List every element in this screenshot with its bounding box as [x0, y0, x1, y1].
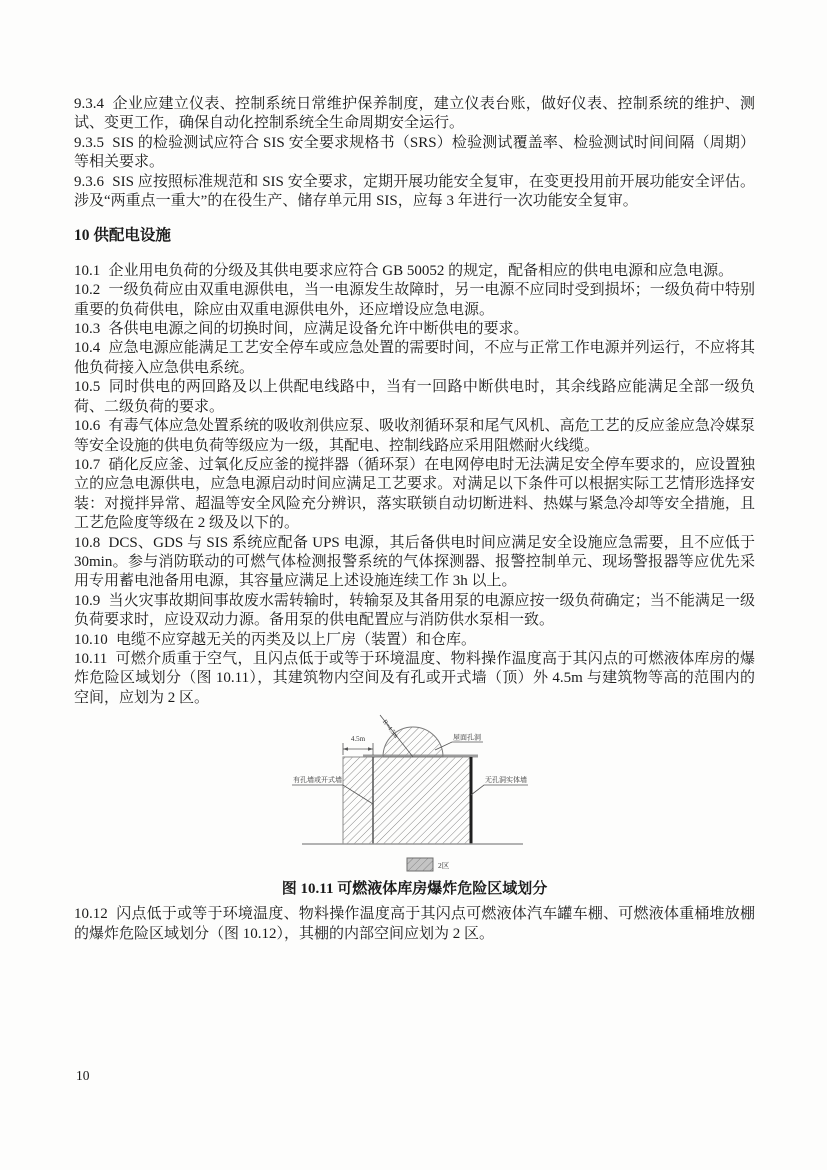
section-heading: 10 供配电设施 [74, 227, 171, 245]
paragraph-text: 硝化反应釜、过氧化反应釜的搅拌器（循环泵）在电网停电时无法满足安全停车要求的，应设置独立的应急电源供电，应急电源启动时间应满足工艺要求。对满足以下条件可以根据实际工艺情形选择安装：对搅拌异常、超温等安全风险充分辨识，落实联锁自动切断进料、热媒与紧急冷却等安全措施，且工艺危险度等级在 2 级及以下的。 [74, 456, 755, 532]
figure-caption: 图 10.11 可燃液体库房爆炸危险区域划分 [281, 881, 548, 898]
paragraph-text: 有毒气体应急处置系统的吸收剂供应泵、吸收剂循环泵和尾气风机、高危工艺的反应釜应急冷媒泵等安全设施的供电负荷等级应为一级，其配电、控制线路应采用阻燃耐火线缆。 [74, 418, 755, 454]
paragraph-number: 9.3.5 [74, 134, 104, 151]
paragraph-9-3-5 [74, 134, 755, 173]
paragraph-10-6 [74, 417, 755, 456]
paragraph-10-8 [74, 534, 755, 592]
paragraph-text: 各供电电源之间的切换时间，应满足设备允许中断供电的要求。 [108, 321, 529, 338]
building-hatched-zone [343, 757, 471, 844]
radius-label: R=4.5m [380, 718, 399, 740]
perforated-wall-label: 有孔墙或开式墙 [292, 776, 342, 785]
paragraph-text: 一级负荷应由双重电源供电，当一电源发生故障时，另一电源不应同时受到损坏；一级负荷中特别重要的负荷供电，除应由双重电源供电外，还应增设应急电源。 [74, 282, 755, 318]
paragraph-10-1 [74, 262, 755, 281]
solid-wall-label: 无孔洞实体墙 [484, 776, 527, 785]
paragraph-text: 企业用电负荷的分级及其供电要求应符合 GB 50052 的规定，配备相应的供电电源和应急电源。 [108, 262, 734, 279]
paragraph-text: SIS 应按照标准规范和 SIS 安全要求，定期开展功能安全复审，在变更投用前开展功能安全评估。涉及“两重点一重大”的在役生产、储存单元用 SIS，应每 3 年进行一次功能安全复审。 [74, 173, 755, 210]
paragraph-text: 可燃介质重于空气，且闪点低于或等于环境温度、物料操作温度高于其闪点的可燃液体库房的爆炸危险区域划分（图 10.11），其建筑物内空间及有孔或开式墙（顶）外 4.5m 与建筑物等高的范围内的空间，应划为 2 区。 [74, 650, 755, 706]
dimension-label: 4.5m [350, 735, 365, 744]
paragraph-number: 10.10 [74, 631, 108, 648]
paragraph-number: 10.12 [74, 906, 108, 923]
paragraph-10-5 [74, 378, 755, 417]
figure-10-11 [74, 702, 755, 879]
paragraph-number: 9.3.4 [74, 96, 104, 112]
paragraph-number: 10.6 [74, 418, 101, 435]
paragraph-10-11 [74, 650, 755, 708]
paragraph-10-2 [74, 281, 755, 320]
text-column [74, 95, 755, 944]
paragraph-text: 当火灾事故期间事故废水需转输时，转输泵及其备用泵的电源应按一级负荷确定；当不能满足一级负荷要求时，应设双动力源。备用泵的供电配置应与消防供水泵相一致。 [74, 592, 755, 629]
paragraph-number: 10.1 [74, 262, 101, 279]
paragraph-10-4 [74, 339, 755, 378]
paragraph-text: 应急电源应能满足工艺安全停车或应急处置的需要时间，不应与正常工作电源并列运行，不应将其他负荷接入应急供电系统。 [74, 340, 755, 376]
paragraph-number: 10.2 [74, 282, 101, 299]
roof-opening-label: 屋面孔洞 [452, 733, 481, 742]
paragraph-number: 10.3 [74, 321, 101, 338]
paragraph-10-9 [74, 592, 755, 631]
paragraph-10-12 [74, 905, 755, 944]
paragraph-10-10 [74, 631, 755, 650]
paragraph-9-3-4 [74, 95, 755, 134]
paragraph-text: 电缆不应穿越无关的丙类及以上厂房（装置）和仓库。 [116, 631, 477, 648]
solid-wall-leader [471, 785, 528, 795]
paragraph-text: SIS 的检验测试应符合 SIS 安全要求规格书（SRS）检验测试覆盖率、检验测试时间间隔（周期）等相关要求。 [74, 134, 755, 171]
paragraph-number: 10.7 [74, 456, 101, 473]
paragraph-text: 企业应建立仪表、控制系统日常维护保养制度，建立仪表台账，做好仪表、控制系统的维护、测试、变更工作，确保自动化控制系统全生命周期安全运行。 [74, 96, 755, 132]
paragraph-text: 闪点低于或等于环境温度、物料操作温度高于其闪点可燃液体汽车罐车棚、可燃液体重桶堆放棚的爆炸危险区域划分（图 10.12），其棚的内部空间应划为 2 区。 [74, 906, 755, 942]
paragraph-number: 10.8 [74, 534, 101, 551]
paragraph-number: 10.9 [74, 592, 101, 609]
paragraph-number: 10.4 [74, 340, 101, 357]
paragraph-10-3 [74, 320, 755, 339]
paragraph-9-3-6 [74, 173, 755, 212]
paragraph-text: 同时供电的两回路及以上供配电线路中，当有一回路中断供电时，其余线路应能满足全部一级负荷、二级负荷的要求。 [74, 379, 755, 415]
page-number: 10 [76, 1068, 90, 1083]
paragraph-number: 10.11 [74, 650, 108, 667]
paragraph-text: DCS、GDS 与 SIS 系统应配备 UPS 电源，其后备供电时间应满足安全设施应急需要，且不应低于 30min。参与消防联动的可燃气体检测报警系统的气体探测器、报警控制单元、现场警报器等应优先采用专用蓄电池备用电源，其容量应满足上述设施连续工作 3h 以上。 [74, 534, 755, 590]
paragraph-number: 9.3.6 [74, 173, 104, 190]
legend-label: 2区 [437, 861, 449, 871]
paragraph-number: 10.5 [74, 379, 101, 396]
paragraph-10-7 [74, 456, 755, 534]
hazard-zone-diagram [275, 702, 555, 874]
legend-swatch [407, 858, 433, 871]
